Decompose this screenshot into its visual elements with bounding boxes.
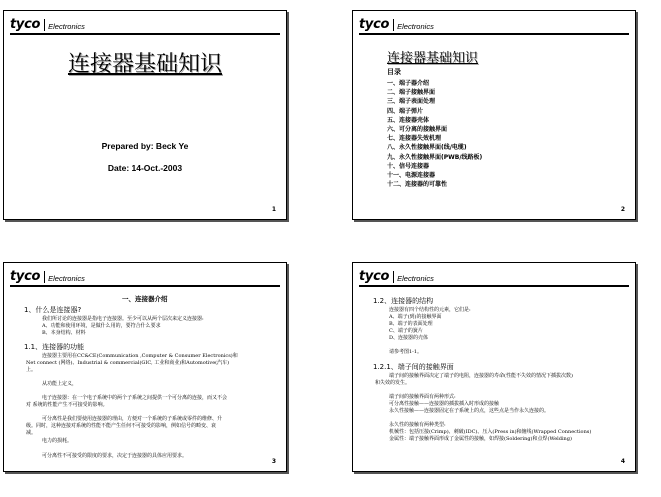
toc-item: 十二、连接器的可靠性: [387, 181, 448, 189]
toc-heading: 目录: [387, 68, 401, 76]
paragraph-line: Net connect (网络)、Industrial & commercial(GIC, 工业和商业)和Automotive(汽车): [26, 360, 230, 366]
toc-item: 六、可分离的接触界面: [387, 126, 448, 134]
logo-brand: tyco: [10, 269, 41, 284]
paragraph-line: 对 系统的性能产生不可接受的影响。: [26, 402, 108, 408]
paragraph-line: 电子连接器：在一个电子系统中的两个子系统之间提供一个可分离的连接，而又不会: [42, 395, 228, 401]
paragraph-line: 金属性：端子接触界面形成了金属性的接触，如焊接(Soldering)和点焊(Welding): [389, 436, 572, 442]
paragraph-line: B、本身结构、材料: [42, 330, 86, 336]
page-number: 1: [271, 206, 276, 213]
logo-brand: tyco: [359, 17, 390, 32]
paragraph-line: A、端子(到)的接触界面: [389, 314, 442, 320]
paragraph-line: 连接器主要用在CC&CE(Communication ,Computer & Consumer Electronics)和: [42, 353, 238, 359]
subsection-heading: 1.2.1、端子间的接触界面: [373, 363, 454, 371]
paragraph-line: 端子间的接触界面决定了端子的电阻，连接器的寿命(性能不失效的情况下插拔次数): [389, 373, 573, 379]
section-heading: 一、连接器介绍: [122, 295, 168, 303]
toc-item: 二、端子接触界面: [387, 89, 436, 97]
paragraph-line: 级。同时，这种连接对系统的性能不能产生任何不可接受的影响，例如信号的畸变、衰: [26, 423, 217, 429]
question-heading: 1、什么是连接器?: [24, 306, 82, 314]
tyco-logo: [359, 14, 434, 32]
logo-division: Electronics: [397, 274, 434, 283]
page-number: 3: [271, 458, 276, 465]
slide-2-title: 连接器基础知识: [387, 51, 479, 66]
toc-item: 十、信号连接器: [387, 162, 430, 170]
tyco-logo: [10, 14, 85, 32]
toc-item: 一、端子器介绍: [387, 80, 430, 87]
tyco-logo: [10, 266, 85, 284]
slide-2-thumbnail[interactable]: [352, 10, 636, 220]
paragraph-line: 端子间的接触界面有两种形式:: [389, 394, 456, 400]
header-divider: [10, 285, 280, 287]
logo-division: Electronics: [397, 22, 434, 31]
subsection-heading: 1.1、连接器的功能: [24, 343, 85, 351]
toc-item: 八、永久性接触界面(线/电缆): [387, 144, 467, 152]
toc-item: 十一、电源连接器: [387, 172, 436, 180]
subsection-heading: 1.2、连接器的结构: [373, 297, 434, 305]
toc-list: [387, 79, 482, 189]
logo-brand: tyco: [359, 269, 390, 284]
paragraph-line: A、功能和使用环境，是做什么用的，要符合什么要求: [42, 323, 161, 329]
paragraph-line: 可分离性接触——连接器的插拔插入时形成的接触: [389, 401, 500, 407]
toc-item: 四、端子弹片: [387, 107, 424, 115]
slide-1-thumbnail[interactable]: [3, 10, 287, 220]
paragraph-line: 从功能上定义，: [42, 381, 78, 387]
logo-division: Electronics: [48, 274, 85, 283]
slide-3-thumbnail[interactable]: [3, 262, 287, 472]
paragraph-line: 和失效的发生。: [375, 380, 411, 386]
slide-1-title: 连接器基础知识: [67, 52, 222, 77]
paragraph-line: 可分离性是我们要使用连接器的理由，方便对一个系统的子系统或零件的维修、升: [42, 416, 223, 422]
paragraph-line: 永久性接触——连接器固定在子系统上的点，这些点是当作永久连接的。: [389, 408, 550, 414]
slide-4-thumbnail[interactable]: [352, 262, 636, 472]
paragraph-line: 可分离性不可接受的限度的要求，决定于连接器的具体应用要求。: [42, 453, 188, 459]
paragraph-line: 减。: [26, 430, 37, 436]
paragraph-line: D、连接器的壳体: [389, 335, 429, 341]
paragraph-line: 上。: [26, 367, 37, 373]
paragraph-line: 机械性：包括压接(Crimp)、刺破(IDC)、压入(Press in)和缠线(Wrapped Connections): [389, 429, 592, 435]
logo-brand: tyco: [10, 17, 41, 32]
page-number: 4: [620, 458, 625, 465]
paragraph-line: 永久性的接触有两种类型:: [389, 422, 446, 428]
paragraph-line: 请参考图1-1。: [389, 349, 423, 355]
paragraph-line: C、端子的簧片: [389, 328, 423, 334]
header-divider: [10, 33, 280, 35]
paragraph-line: 电力的损耗。: [42, 438, 73, 444]
tyco-logo: [359, 266, 434, 284]
paragraph-line: 我们所讨论的连接器是指电子连接器。至少可以从两个层次来定义连接器:: [42, 316, 204, 322]
toc-item: 五、连接器壳体: [387, 116, 430, 124]
logo-division: Electronics: [48, 22, 85, 31]
toc-item: 三、端子表面处理: [387, 98, 436, 106]
date: Date: 14-Oct.-2003: [107, 163, 183, 173]
header-divider: [359, 285, 629, 287]
toc-item: 七、连接器失效机理: [387, 135, 442, 143]
paragraph-line: B、端子的表面处理: [389, 321, 433, 327]
prepared-by: Prepared by: Beck Ye: [101, 141, 189, 151]
header-divider: [359, 33, 629, 35]
toc-item: 九、永久性接触界面(PWB/线路板): [387, 153, 483, 161]
page-number: 2: [620, 206, 625, 213]
paragraph-line: 连接器有四个结构性的元素，它们是:: [389, 307, 471, 313]
